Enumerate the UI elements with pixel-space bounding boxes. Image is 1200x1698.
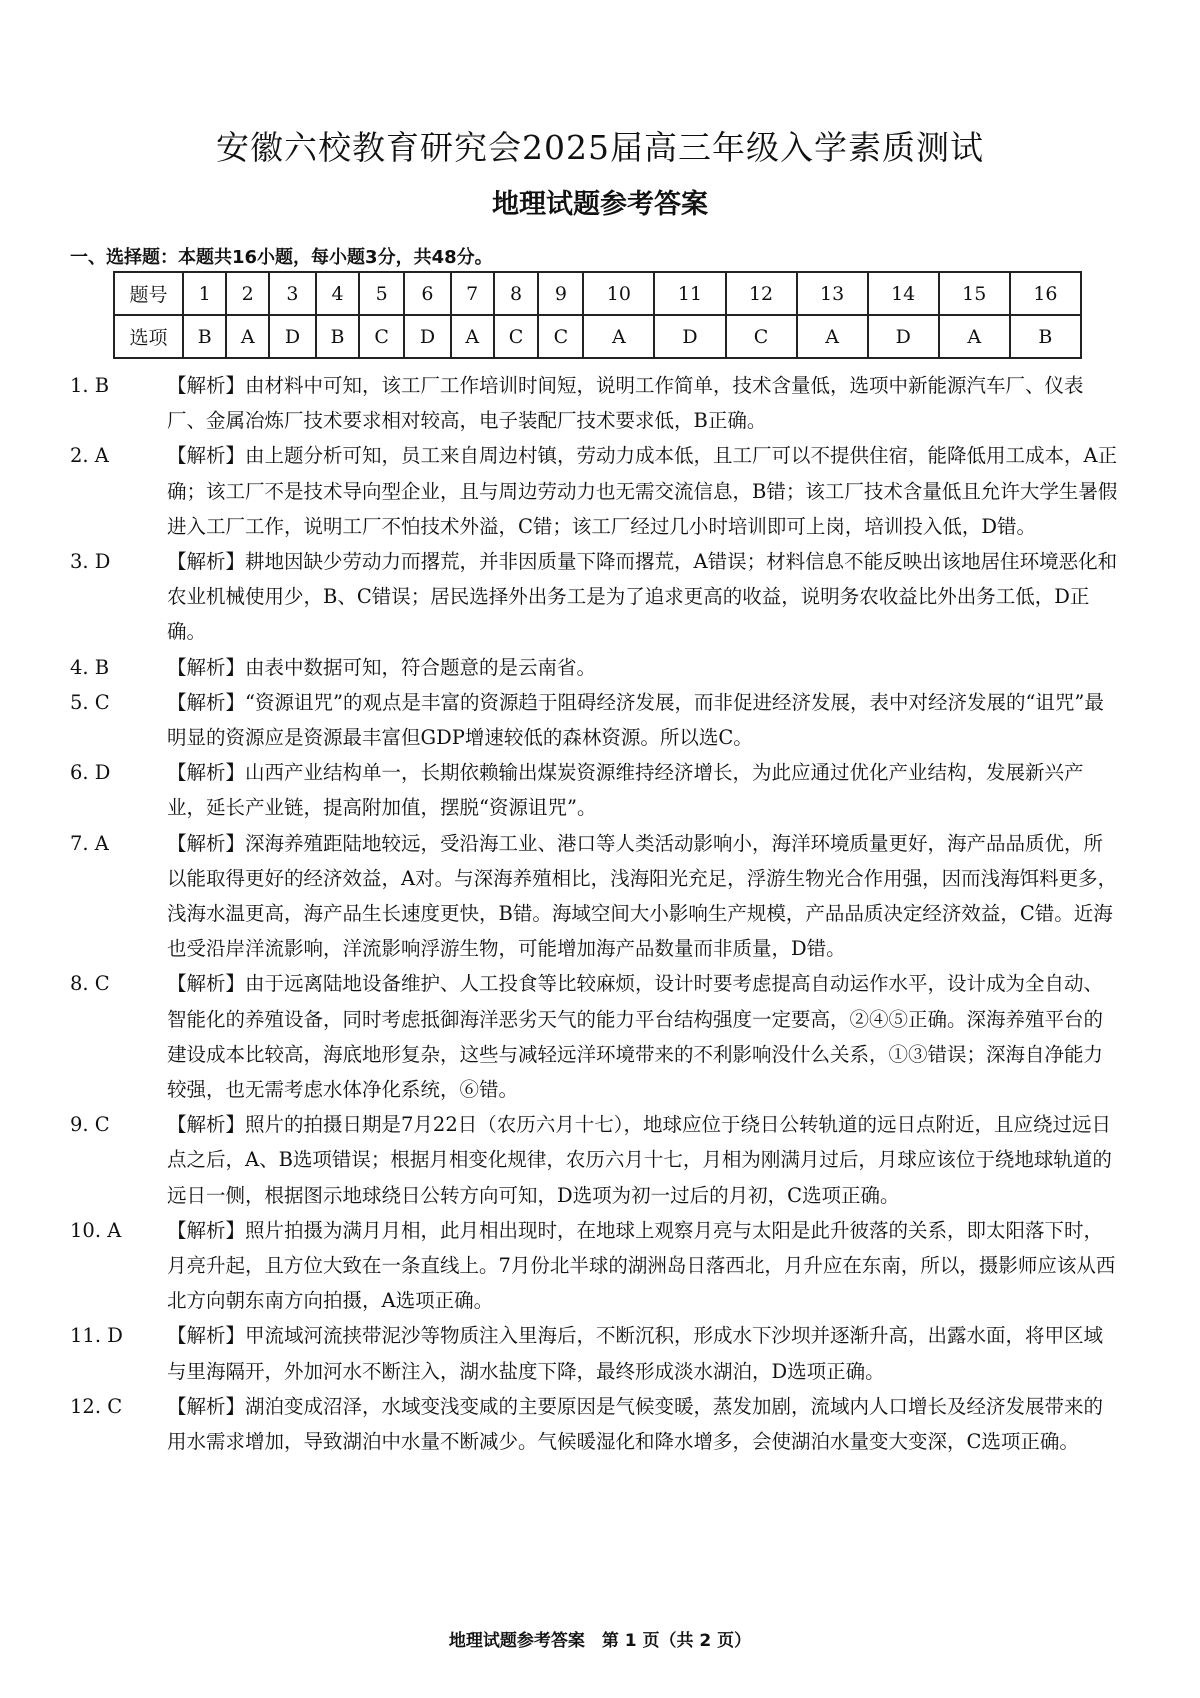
explanation-text: 【解析】“资源诅咒”的观点是丰富的资源趋于阻碍经济发展，而非促进经济发展，表中对经济发展的“诅咒”最明显的资源应是资源最丰富但GDP增速较低的森林资源。所以选C。 [167, 690, 1104, 750]
explanation-text: 【解析】耕地因缺少劳动力而撂荒，并非因质量下降而撂荒，A错误；材料信息不能反映出该地居住环境恶化和农业机械使用少，B、C错误；居民选择外出务工是为了追求更高的收益，说明务农收益比外出务工低，D正确。 [167, 550, 1118, 644]
explanation-text: 【解析】照片拍摄为满月月相，此月相出现时，在地球上观察月亮与太阳是此升彼落的关系，即太阳落下时，月亮升起，且方位大致在一条直线上。7月份北半球的湖洲岛日落西北，月升应在东南，所以，摄影师应该从西北方向朝东南方向拍摄，A选项正确。 [167, 1218, 1116, 1313]
question-number-cell: 14 [868, 272, 939, 315]
question-number-cell: 11 [654, 272, 725, 315]
document-title: 安徽六校教育研究会2025届高三年级入学素质测试 [216, 128, 984, 167]
question-number-label: 题号 [114, 272, 183, 315]
answer-table [113, 271, 1082, 359]
explanation-list [70, 368, 1120, 1459]
question-number-row [114, 272, 1081, 315]
explanation-text: 【解析】照片的拍摄日期是7月22日（农历六月十七），地球应位于绕日公转轨道的远日点附近，且应绕过远日点之后，A、B选项错误；根据月相变化规律，农历六月十七，月相为刚满月过后，月球应该位于绕地球轨道的远日一侧，根据图示地球绕日公转方向可知，D选项为初一过后的月初，C选项正确。 [167, 1113, 1112, 1207]
explanation-number: 1. B [70, 374, 110, 397]
explanation-number: 3. D [70, 550, 111, 574]
answer-option-cell: D [868, 315, 939, 358]
answer-option-cell: A [797, 315, 868, 358]
explanation-item [70, 755, 1120, 825]
answer-option-cell: A [939, 315, 1010, 358]
question-number-cell: 9 [538, 272, 583, 315]
question-number-cell: 16 [1010, 272, 1081, 315]
answer-option-cell: A [451, 315, 494, 358]
explanation-number: 8. C [70, 972, 110, 996]
answer-option-cell: B [183, 315, 226, 358]
answer-option-cell: B [1010, 315, 1081, 358]
answer-option-cell: C [494, 315, 539, 358]
explanation-text: 【解析】湖泊变成沼泽，水域变浅变咸的主要原因是气候变暖，蒸发加剧，流域内人口增长及经济发展带来的用水需求增加，导致湖泊中水量不断减少。气候暖湿化和降水增多，会使湖泊水量变大变深，C选项正确。 [167, 1394, 1104, 1454]
answer-option-cell: A [583, 315, 654, 358]
question-number-cell: 3 [269, 272, 316, 315]
explanation-item [70, 650, 1120, 685]
answer-option-cell: C [359, 315, 404, 358]
answer-option-cell: C [726, 315, 797, 358]
question-number-cell: 1 [183, 272, 226, 315]
question-number-cell: 8 [494, 272, 539, 315]
explanation-text: 【解析】由于远离陆地设备维护、人工投食等比较麻烦，设计时要考虑提高自动运作水平，设计成为全自动、智能化的养殖设备，同时考虑抵御海洋恶劣天气的能力平台结构强度一定要高，②④⑤正确。深海养殖平台的建设成本比较高，海底地形复杂，这些与减轻远洋环境带来的不利影响没什么关系，①③错误；深海自净能力较强，也无需考虑水体净化系统，⑥错。 [167, 972, 1104, 1102]
question-number-cell: 5 [359, 272, 404, 315]
question-number-cell: 13 [797, 272, 868, 315]
question-number-cell: 4 [316, 272, 359, 315]
answer-option-cell: A [226, 315, 269, 358]
explanation-number: 4. B [70, 655, 110, 679]
explanation-text: 【解析】由表中数据可知，符合题意的是云南省。 [167, 655, 597, 679]
question-number-cell: 12 [726, 272, 797, 315]
answer-option-label: 选项 [114, 315, 183, 358]
explanation-item [70, 544, 1120, 650]
question-number-cell: 7 [451, 272, 494, 315]
question-number-cell: 10 [583, 272, 654, 315]
explanation-number: 12. C [70, 1394, 123, 1418]
explanation-text: 【解析】山西产业结构单一，长期依赖输出煤炭资源维持经济增长，为此应通过优化产业结构，发展新兴产业，延长产业链，提高附加值，摆脱“资源诅咒”。 [167, 761, 1084, 820]
explanation-item [70, 966, 1120, 1107]
explanation-item [70, 1318, 1120, 1388]
explanation-item [70, 826, 1120, 967]
document-subtitle: 地理试题参考答案 [492, 189, 708, 220]
explanation-text: 【解析】甲流域河流挟带泥沙等物质注入里海后，不断沉积，形成水下沙坝并逐渐升高，出露水面，将甲区域与里海隔开，外加河水不断注入，湖水盐度下降，最终形成淡水湖泊，D选项正确。 [167, 1324, 1104, 1383]
explanation-item [70, 685, 1120, 755]
explanation-text: 【解析】由材料中可知，该工厂工作培训时间短，说明工作简单，技术含量低，选项中新能源汽车厂、仪表厂、金属冶炼厂技术要求相对较高，电子装配厂技术要求低，B正确。 [167, 374, 1084, 433]
answer-option-cell: D [654, 315, 725, 358]
explanation-item [70, 1213, 1120, 1319]
section-heading: 一、选择题：本题共16小题，每小题3分，共48分。 [70, 247, 493, 268]
explanation-text: 【解析】由上题分析可知，员工来自周边村镇，劳动力成本低，且工厂可以不提供住宿，能降低用工成本，A正确；该工厂不是技术导向型企业，且与周边劳动力也无需交流信息，B错；该工厂技术含量低且允许大学生暑假进入工厂工作，说明工厂不怕技术外溢，C错；该工厂经过几小时培训即可上岗，培训投入低，D错。 [167, 444, 1118, 538]
explanation-number: 9. C [70, 1113, 110, 1137]
explanation-item [70, 1107, 1120, 1213]
explanation-number: 5. C [70, 690, 110, 714]
explanation-item [70, 438, 1120, 544]
explanation-item [70, 368, 1120, 438]
answer-option-cell: B [316, 315, 359, 358]
explanation-number: 7. A [70, 831, 109, 855]
question-number-cell: 6 [404, 272, 451, 315]
explanation-number: 6. D [70, 761, 111, 785]
explanation-number: 10. A [70, 1218, 122, 1242]
explanation-item [70, 1389, 1120, 1459]
explanation-number: 11. D [70, 1324, 123, 1348]
answer-option-cell: D [404, 315, 451, 358]
answer-option-cell: D [269, 315, 316, 358]
question-number-cell: 15 [939, 272, 1010, 315]
question-number-cell: 2 [226, 272, 269, 315]
answer-option-row [114, 315, 1081, 358]
explanation-text: 【解析】深海养殖距陆地较远，受沿海工业、港口等人类活动影响小，海洋环境质量更好，海产品品质优，所以能取得更好的经济效益，A对。与深海养殖相比，浅海阳光充足，浮游生物光合作用强，因而浅海饵料更多，浅海水温更高，海产品生长速度更快，B错。海域空间大小影响生产规模，产品品质决定经济效益，C错。近海也受沿岸洋流影响，洋流影响浮游生物，可能增加海产品数量而非质量，D错。 [167, 831, 1118, 961]
page-footer: 地理试题参考答案 第 1 页（共 2 页） [448, 1631, 752, 1651]
explanation-number: 2. A [70, 444, 109, 468]
answer-option-cell: C [538, 315, 583, 358]
